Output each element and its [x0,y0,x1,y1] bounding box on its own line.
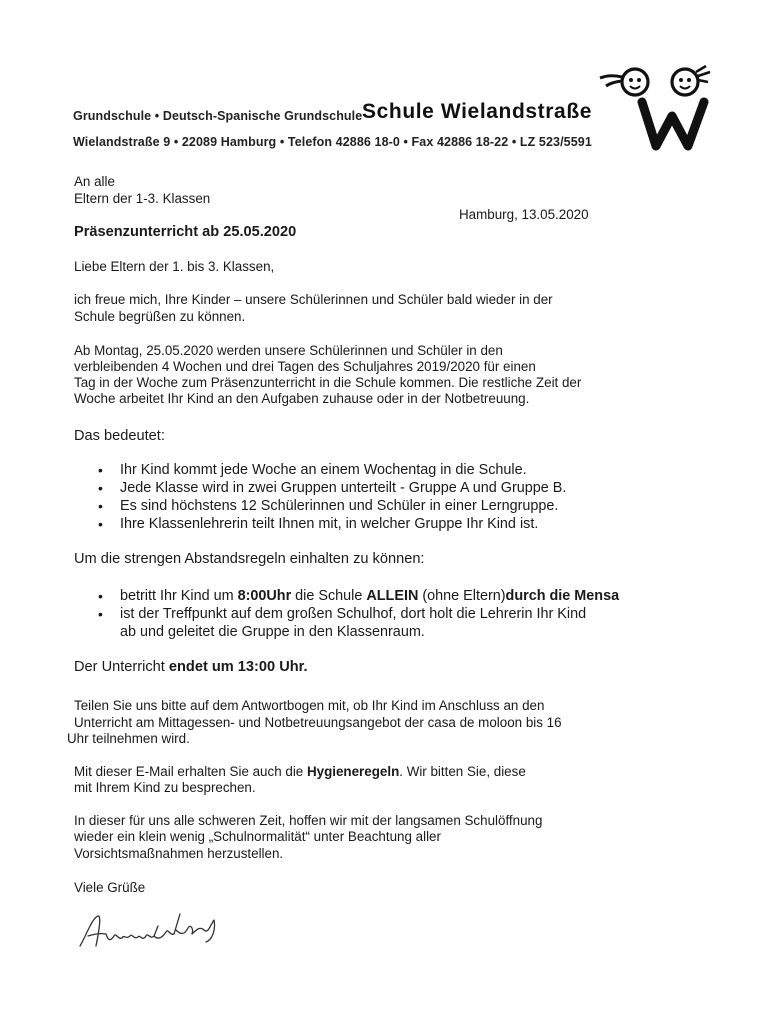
end-time-line [74,658,308,676]
distance-heading: Um die strengen Abstandsregeln einhalten zu können: [74,551,425,567]
paragraph-3-line-3: Uhr teilnehmen wird. [67,731,190,746]
end-time-emphasis: endet um 13:00 Uhr. [168,659,308,675]
paragraph-5-line-3: Vorsichtsmaßnahmen herzustellen. [74,846,284,861]
meaning-heading: Das bedeutet: [74,428,165,444]
list-item: • Ihr Kind kommt jede Woche an einem Wochentag in die Schule. [96,461,566,479]
mensa-emphasis: durch die Mensa [505,588,620,604]
bullet-text: ist der Treffpunkt auf dem großen Schulhof, dort holt die Lehrerin Ihr Kind [120,606,587,622]
letterhead-school-name: Schule Wielandstraße [362,100,593,123]
list-item: • Jede Klasse wird in zwei Gruppen unterteilt - Gruppe A und Gruppe B. [96,479,566,497]
paragraph-1-line-1: ich freue mich, Ihre Kinder – unsere Schülerinnen und Schüler bald wieder in der [74,292,553,307]
paragraph-text: . Wir bitten Sie, diese [399,764,526,779]
letter-subject: Präsenzunterricht ab 25.05.2020 [74,224,297,240]
paragraph-2-line-4: Woche arbeitet Ihr Kind an den Aufgaben zuhause oder in der Notbetreuung. [74,391,530,406]
salutation: Liebe Eltern der 1. bis 3. Klassen, [74,259,275,274]
end-time-text: Der Unterricht [74,659,169,675]
list-item [96,605,619,641]
paragraph-2-line-3: Tag in der Woche zum Präsenzunterricht in die Schule kommen. Die restliche Zeit der [74,375,582,390]
bullet-text: die Schule [291,588,367,604]
list-item: • Es sind höchstens 12 Schülerinnen und Schüler in einer Lerngruppe. [96,497,566,515]
bullet-text: (ohne Eltern) [418,588,506,604]
alone-emphasis: ALLEIN [366,588,419,604]
bullet-text: betritt Ihr Kind um [120,588,238,604]
paragraph-5-line-2: wieder ein klein wenig „Schulnormalität“ unter Beachtung aller [74,829,441,844]
list-item: • Ihre Klassenlehrerin teilt Ihnen mit, in welcher Gruppe Ihr Kind ist. [96,515,566,533]
letter-date: Hamburg, 13.05.2020 [459,207,589,222]
closing: Viele Grüße [74,880,146,895]
arrival-time: 8:00Uhr [237,588,292,604]
paragraph-2-line-2: verbleibenden 4 Wochen und drei Tagen des Schuljahres 2019/2020 für einen [74,359,536,374]
bullet-text: ab und geleitet die Gruppe in den Klassenraum. [120,624,425,640]
paragraph-3-line-1: Teilen Sie uns bitte auf dem Antwortbogen mit, ob Ihr Kind im Anschluss an den [74,698,545,713]
meaning-bullet-list [96,461,566,533]
distance-bullet-list [96,587,619,641]
list-item [96,587,619,605]
recipient-line-1: An alle [74,174,115,189]
school-logo-icon [592,62,722,154]
paragraph-4-line-2: mit Ihrem Kind zu besprechen. [74,780,256,795]
handwritten-signature-icon [76,906,226,956]
paragraph-5-line-1: In dieser für uns alle schweren Zeit, hoffen wir mit der langsamen Schulöffnung [74,813,543,828]
paragraph-text: Mit dieser E-Mail erhalten Sie auch die [74,764,307,779]
hygiene-rules-emphasis: Hygieneregeln [306,764,400,779]
recipient-line-2: Eltern der 1-3. Klassen [74,191,211,206]
letterhead-school-types: Grundschule • Deutsch-Spanische Grundschule [73,109,363,123]
paragraph-1-line-2: Schule begrüßen zu können. [74,309,246,324]
paragraph-3-line-2: Unterricht am Mittagessen- und Notbetreuungsangebot der casa de moloon bis 16 [74,715,562,730]
letterhead-contact-line: Wielandstraße 9 • 22089 Hamburg • Telefon 42886 18-0 • Fax 42886 18-22 • LZ 523/5591 [73,135,592,149]
paragraph-4-line-1 [74,763,526,780]
paragraph-2-line-1: Ab Montag, 25.05.2020 werden unsere Schülerinnen und Schüler in den [74,343,503,358]
